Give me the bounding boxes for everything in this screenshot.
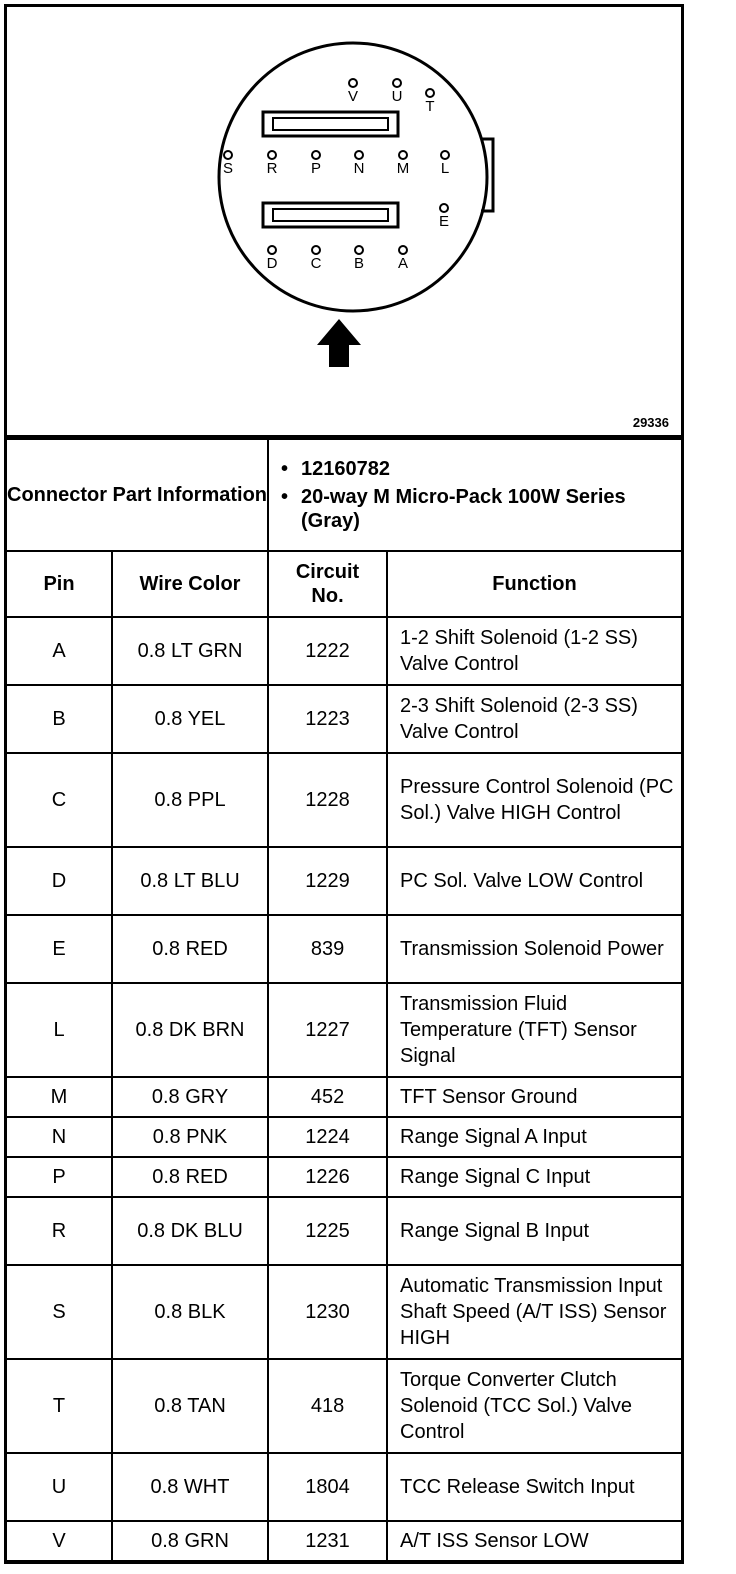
pin-e-socket [440,204,448,212]
function-cell: PC Sol. Valve LOW Control [387,847,681,915]
connector-info-row [7,439,681,551]
function-cell: TCC Release Switch Input [387,1453,681,1521]
pin-cell: V [7,1521,112,1561]
pin-e-label: E [438,213,450,230]
table-row [7,1265,681,1359]
table-row [7,1117,681,1157]
function-cell: Automatic Transmission Input Shaft Speed (A/T ISS) Sensor HIGH [387,1265,681,1359]
function-cell: Transmission Fluid Temperature (TFT) Sensor Signal [387,983,681,1077]
connector-description: • 20-way M Micro-Pack 100W Series (Gray) [301,485,681,533]
connector-pins [223,79,449,272]
table-row [7,1359,681,1453]
pin-d-socket [268,246,276,254]
connector-diagram [7,7,681,438]
table-row [7,847,681,915]
pin-s-socket [224,151,232,159]
pin-cell: R [7,1197,112,1265]
figure-number: 29336 [632,415,669,430]
wire-color-cell: 0.8 DK BRN [112,983,268,1077]
circuit-no-cell: 839 [268,915,387,983]
pin-r-socket [268,151,276,159]
circuit-no-cell: 1224 [268,1117,387,1157]
wire-color-cell: 0.8 WHT [112,1453,268,1521]
connector-info-list [268,439,681,551]
pin-l-label: L [440,160,450,177]
circuit-no-cell: 452 [268,1077,387,1117]
pin-cell: A [7,617,112,685]
function-cell: Range Signal B Input [387,1197,681,1265]
wire-color-cell: 0.8 BLK [112,1265,268,1359]
pin-p-socket [312,151,320,159]
pin-a-socket [399,246,407,254]
circuit-no-cell: 1226 [268,1157,387,1197]
pin-cell: L [7,983,112,1077]
connector-sheet [4,4,684,1564]
pin-c-socket [312,246,320,254]
circuit-no-cell: 1225 [268,1197,387,1265]
wire-color-cell: 0.8 DK BLU [112,1197,268,1265]
function-cell: A/T ISS Sensor LOW [387,1521,681,1561]
circuit-no-cell: 1222 [268,617,387,685]
header-wire-color: Wire Color [112,551,268,617]
connector-pinout-table [7,438,681,1562]
wire-color-cell: 0.8 RED [112,1157,268,1197]
wire-color-cell: 0.8 RED [112,915,268,983]
header-function: Function [387,551,681,617]
pin-m-socket [399,151,407,159]
pin-cell: D [7,847,112,915]
function-cell: Torque Converter Clutch Solenoid (TCC Sol.) Valve Control [387,1359,681,1453]
pin-t-socket [426,89,434,97]
pin-m-label: M [396,160,410,177]
circuit-no-cell: 1230 [268,1265,387,1359]
circuit-no-cell: 1227 [268,983,387,1077]
function-cell: 2-3 Shift Solenoid (2-3 SS) Valve Control [387,685,681,753]
up-arrow-icon [317,319,361,367]
pin-l-socket [441,151,449,159]
table-row [7,1077,681,1117]
pin-a-label: A [397,255,409,272]
table-row [7,915,681,983]
function-cell: 1-2 Shift Solenoid (1-2 SS) Valve Control [387,617,681,685]
pin-s-label: S [222,160,234,177]
connector-face-drawing [7,7,681,435]
circuit-no-cell: 1229 [268,847,387,915]
pin-cell: P [7,1157,112,1197]
pin-v-socket [349,79,357,87]
circuit-no-cell: 1223 [268,685,387,753]
function-cell: Range Signal A Input [387,1117,681,1157]
pin-v-label: V [347,88,359,105]
function-cell: Pressure Control Solenoid (PC Sol.) Valve HIGH Control [387,753,681,847]
wire-color-cell: 0.8 GRY [112,1077,268,1117]
wire-color-cell: 0.8 YEL [112,685,268,753]
pin-cell: N [7,1117,112,1157]
pin-cell: B [7,685,112,753]
pin-u-label: U [391,88,403,105]
pin-n-label: N [353,160,365,177]
table-row [7,1453,681,1521]
lower-terminal-slot [263,203,398,227]
circuit-no-cell: 418 [268,1359,387,1453]
table-row [7,1157,681,1197]
wire-color-cell: 0.8 LT GRN [112,617,268,685]
table-row [7,1521,681,1561]
upper-terminal-slot-inner [273,118,388,130]
pin-b-socket [355,246,363,254]
function-cell: Range Signal C Input [387,1157,681,1197]
table-row [7,685,681,753]
pin-u-socket [393,79,401,87]
pin-t-label: T [425,98,435,115]
circuit-no-cell: 1228 [268,753,387,847]
wire-color-cell: 0.8 TAN [112,1359,268,1453]
table-row [7,983,681,1077]
header-row [7,551,681,617]
lower-terminal-slot-inner [273,209,388,221]
pin-cell: S [7,1265,112,1359]
pin-d-label: D [266,255,278,272]
function-cell: TFT Sensor Ground [387,1077,681,1117]
pin-c-label: C [310,255,322,272]
upper-terminal-slot [263,112,398,136]
pin-b-label: B [353,255,365,272]
pin-cell: C [7,753,112,847]
function-cell: Transmission Solenoid Power [387,915,681,983]
pin-r-label: R [266,160,278,177]
wire-color-cell: 0.8 LT BLU [112,847,268,915]
pin-cell: U [7,1453,112,1521]
circuit-no-cell: 1804 [268,1453,387,1521]
wire-color-cell: 0.8 PPL [112,753,268,847]
wire-color-cell: 0.8 GRN [112,1521,268,1561]
table-row [7,617,681,685]
pin-n-socket [355,151,363,159]
table-row [7,753,681,847]
wire-color-cell: 0.8 PNK [112,1117,268,1157]
table-row [7,1197,681,1265]
circuit-no-cell: 1231 [268,1521,387,1561]
pin-cell: M [7,1077,112,1117]
pin-cell: T [7,1359,112,1453]
pin-p-label: P [310,160,322,177]
header-pin: Pin [7,551,112,617]
pin-cell: E [7,915,112,983]
header-circuit-no: Circuit No. [268,551,387,617]
connector-info-label: Connector Part Information [7,439,268,551]
connector-part-number: • 12160782 [301,457,681,481]
